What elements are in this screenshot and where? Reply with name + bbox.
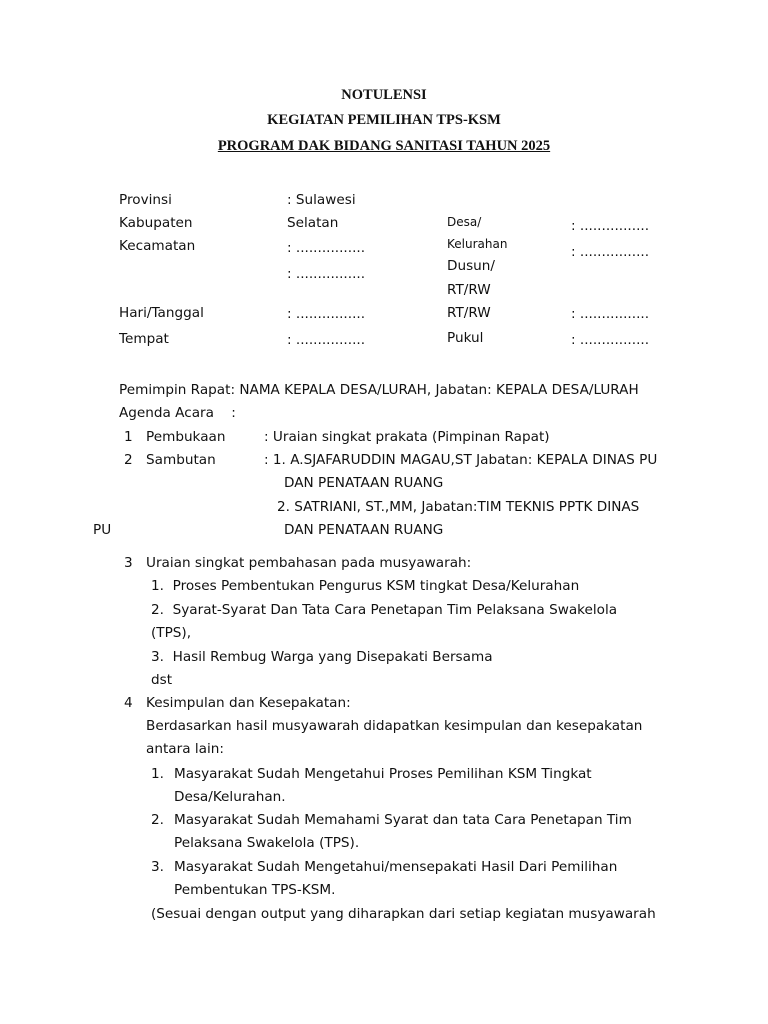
rtrw-value: : ................ bbox=[571, 306, 650, 322]
hari-value: : ................ bbox=[287, 306, 366, 322]
dusun-value-left: : ................ bbox=[287, 266, 366, 282]
hari-label: Hari/Tanggal bbox=[119, 305, 204, 321]
title-program: PROGRAM DAK BIDANG SANITASI TAHUN 2025 bbox=[217, 138, 551, 154]
section-4-item-1-line2: Desa/Kelurahan. bbox=[174, 789, 286, 805]
section-4-item-1-num: 1. bbox=[151, 766, 164, 782]
tempat-value: : ................ bbox=[287, 332, 366, 348]
provinsi-value-cont: Selatan bbox=[287, 215, 339, 231]
title-notulensi: NOTULENSI bbox=[341, 87, 427, 103]
section-3-item-2-cont: (TPS), bbox=[151, 625, 192, 641]
tempat-label: Tempat bbox=[119, 331, 169, 347]
section-4-item-3-num: 3. bbox=[151, 859, 164, 875]
pukul-value: : ................ bbox=[571, 332, 650, 348]
section-4-note: (Sesuai dengan output yang diharapkan dari setiap kegiatan musyawarah bbox=[151, 906, 656, 922]
kecamatan-value: : ................ bbox=[287, 240, 366, 256]
section-4-heading: Kesimpulan dan Kesepakatan: bbox=[146, 695, 351, 711]
kelurahan-label: Kelurahan bbox=[447, 237, 508, 251]
rtrw-label-2: RT/RW bbox=[447, 305, 491, 321]
section-3-heading: Uraian singkat pembahasan pada musyawarah: bbox=[146, 555, 472, 571]
desa-label: Desa/ bbox=[447, 215, 482, 229]
section-3-item-2: 2. Syarat-Syarat Dan Tata Cara Penetapan Tim Pelaksana Swakelola bbox=[151, 602, 618, 618]
dusun-label: Dusun/ bbox=[447, 258, 495, 274]
dusun-value: : ................ bbox=[571, 244, 650, 260]
kecamatan-label: Kecamatan bbox=[119, 238, 196, 254]
provinsi-value: : Sulawesi bbox=[287, 192, 356, 208]
title-kegiatan: KEGIATAN PEMILIHAN TPS-KSM bbox=[267, 112, 501, 128]
section-4-item-3-line2: Pembentukan TPS-KSM. bbox=[174, 882, 336, 898]
section-4-intro-1: Berdasarkan hasil musyawarah didapatkan kesimpulan dan kesepakatan bbox=[146, 718, 643, 734]
section-4-item-2-line1: Masyarakat Sudah Memahami Syarat dan tata Cara Penetapan Tim bbox=[174, 812, 632, 828]
agenda-2-label: Sambutan bbox=[146, 452, 216, 468]
kabupaten-label: Kabupaten bbox=[119, 215, 193, 231]
section-3-item-1: 1. Proses Pembentukan Pengurus KSM tingkat Desa/Kelurahan bbox=[151, 578, 580, 594]
section-4-intro-2: antara lain: bbox=[146, 741, 224, 757]
agenda-2-num: 2 bbox=[124, 452, 133, 468]
desa-value: : ................ bbox=[571, 218, 650, 234]
sambutan-1-cont: DAN PENATAAN RUANG bbox=[284, 475, 444, 491]
agenda-1-value: : Uraian singkat prakata (Pimpinan Rapat) bbox=[264, 429, 550, 445]
agenda-1-num: 1 bbox=[124, 429, 133, 445]
agenda-1-label: Pembukaan bbox=[146, 429, 226, 445]
sambutan-2: 2. SATRIANI, ST.,MM, Jabatan:TIM TEKNIS PPTK DINAS bbox=[277, 499, 640, 515]
section-4-item-2-num: 2. bbox=[151, 812, 164, 828]
section-3-item-3: 3. Hasil Rembug Warga yang Disepakati Bersama bbox=[151, 649, 493, 665]
pemimpin-rapat: Pemimpin Rapat: NAMA KEPALA DESA/LURAH, Jabatan: KEPALA DESA/LURAH bbox=[119, 382, 639, 398]
section-4-item-3-line1: Masyarakat Sudah Mengetahui/mensepakati Hasil Dari Pemilihan bbox=[174, 859, 618, 875]
provinsi-label: Provinsi bbox=[119, 192, 172, 208]
section-4-item-1-line1: Masyarakat Sudah Mengetahui Proses Pemilihan KSM Tingkat bbox=[174, 766, 592, 782]
section-3-dst: dst bbox=[151, 672, 173, 688]
section-4-item-2-line2: Pelaksana Swakelola (TPS). bbox=[174, 835, 360, 851]
pukul-label: Pukul bbox=[447, 330, 484, 346]
section-3-num: 3 bbox=[124, 555, 133, 571]
sambutan-2-cont: DAN PENATAAN RUANG bbox=[284, 522, 444, 538]
rtrw-label-1: RT/RW bbox=[447, 282, 491, 298]
sambutan-pu: PU bbox=[93, 522, 112, 538]
section-4-num: 4 bbox=[124, 695, 133, 711]
agenda-2-value: : 1. A.SJAFARUDDIN MAGAU,ST Jabatan: KEPALA DINAS PU bbox=[264, 452, 658, 468]
agenda-label: Agenda Acara : bbox=[119, 405, 236, 421]
